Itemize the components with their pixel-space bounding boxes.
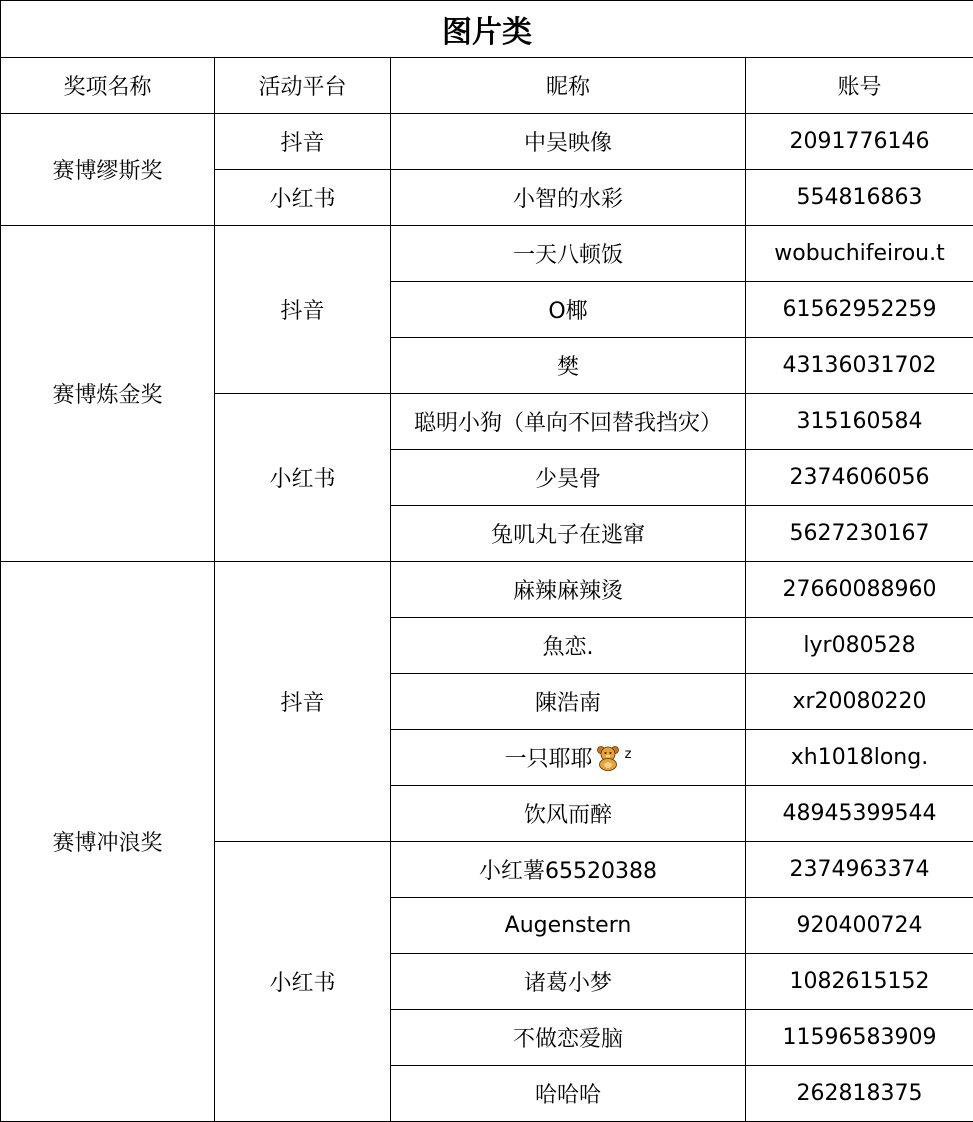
account-cell: lyr080528 [746, 618, 973, 674]
table-row [1, 114, 973, 170]
nickname-cell: 陳浩南 [391, 674, 746, 730]
account-cell: 554816863 [746, 170, 973, 226]
account-cell: 11596583909 [746, 1010, 973, 1066]
account-cell: 1082615152 [746, 954, 973, 1010]
award-cell: 赛博炼金奖 [1, 226, 215, 562]
nickname-cell: 兔叽丸子在逃窜 [391, 506, 746, 562]
platform-cell: 小红书 [215, 394, 391, 562]
account-cell: 920400724 [746, 898, 973, 954]
nickname-cell [391, 730, 746, 786]
nickname-cell: 哈哈哈 [391, 1066, 746, 1122]
nickname-text: 一只耶耶 [505, 747, 593, 772]
account-cell: 61562952259 [746, 282, 973, 338]
account-cell: xh1018long. [746, 730, 973, 786]
account-cell: 315160584 [746, 394, 973, 450]
account-cell: 43136031702 [746, 338, 973, 394]
table-row [1, 226, 973, 282]
header-platform: 活动平台 [215, 58, 391, 114]
nickname-cell: 小智的水彩 [391, 170, 746, 226]
nickname-cell: 少昊骨 [391, 450, 746, 506]
award-cell: 赛博冲浪奖 [1, 562, 215, 1122]
nickname-suffix: z [625, 747, 632, 762]
account-cell: 262818375 [746, 1066, 973, 1122]
nickname-cell: 中吴映像 [391, 114, 746, 170]
platform-cell: 小红书 [215, 842, 391, 1122]
platform-cell: 抖音 [215, 226, 391, 394]
nickname-cell: 魚恋. [391, 618, 746, 674]
bear-icon [595, 745, 621, 771]
nickname-cell: 麻辣麻辣烫 [391, 562, 746, 618]
table-row [1, 562, 973, 618]
platform-cell: 小红书 [215, 170, 391, 226]
nickname-cell: 饮风而醉 [391, 786, 746, 842]
nickname-cell: 小红薯65520388 [391, 842, 746, 898]
account-cell: 5627230167 [746, 506, 973, 562]
platform-cell: 抖音 [215, 562, 391, 842]
account-cell: xr20080220 [746, 674, 973, 730]
account-cell: 2374963374 [746, 842, 973, 898]
nickname-cell: 不做恋爱脑 [391, 1010, 746, 1066]
award-cell: 赛博缪斯奖 [1, 114, 215, 226]
account-cell: wobuchifeirou.t [746, 226, 973, 282]
header-award: 奖项名称 [1, 58, 215, 114]
table-title: 图片类 [1, 1, 973, 58]
header-account: 账号 [746, 58, 973, 114]
nickname-cell: 诸葛小梦 [391, 954, 746, 1010]
nickname-cell: 聪明小狗（单向不回替我挡灾） [391, 394, 746, 450]
nickname-cell: O椰 [391, 282, 746, 338]
nickname-cell: Augenstern [391, 898, 746, 954]
platform-cell: 抖音 [215, 114, 391, 170]
account-cell: 2091776146 [746, 114, 973, 170]
account-cell: 27660088960 [746, 562, 973, 618]
nickname-cell: 一天八顿饭 [391, 226, 746, 282]
nickname-cell: 樊 [391, 338, 746, 394]
account-cell: 48945399544 [746, 786, 973, 842]
header-nickname: 昵称 [391, 58, 746, 114]
account-cell: 2374606056 [746, 450, 973, 506]
